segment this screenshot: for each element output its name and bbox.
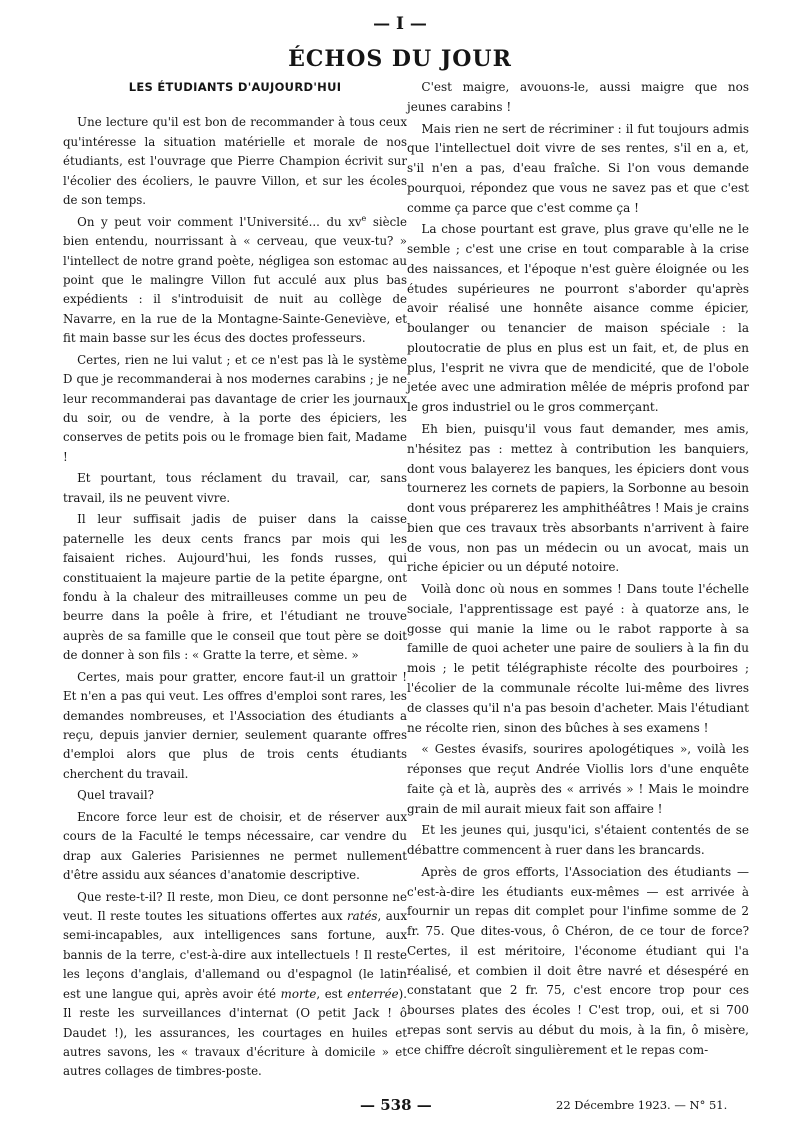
- text-run: ). Il reste les surveillances d'internat (O petit Jack ! ô Daudet !), les assurances, les courtages en huiles et autres savons, les « travaux d'écriture à domicile » et autres collages de timbres-poste.: [63, 986, 407, 1079]
- paragraph: Quel travail?: [77, 788, 154, 803]
- paragraph: [63, 213, 407, 349]
- paragraph: C'est maigre, avouons-le, aussi maigre que nos jeunes carabins !: [407, 80, 749, 114]
- text-run: Que reste-t-il? Il reste, mon Dieu, ce dont personne ne veut. Il reste toutes les situations offertes aux: [63, 889, 407, 923]
- page-title: ÉCHOS DU JOUR: [288, 46, 512, 72]
- italic-text: ratés: [347, 908, 378, 923]
- text-run: , est: [316, 986, 348, 1001]
- paragraph: Voilà donc où nous en sommes ! Dans toute l'échelle sociale, l'apprentissage est payé : à quatorze ans, le gosse qui manie la lime ou le rabot rapporte à sa famille de quoi acheter une paire de souliers à la fin du mois ; le petit télégraphiste récolte des pourboires ; l'écolier de la communale récolte lui-même des livres de classes qu'il n'a pas besoin d'acheter. Mais l'étudiant ne récolte rien, sinon des bûches à ses examens !: [407, 582, 749, 735]
- paragraph: « Gestes évasifs, sourires apologétiques », voilà les réponses que reçut Andrée Viollis lors d'une enquête faite çà et là, auprès des « arrivés » ! Mais le moindre grain de mil aurait mieux fait son affaire !: [407, 742, 749, 816]
- italic-text: enterrée: [347, 986, 399, 1001]
- paragraph: Certes, rien ne lui valut ; et ce n'est pas là le système D que je recommanderai à nos modernes carabins ; je ne leur recommanderai pas davantage de crier les journaux du soir, ou de vendre, à la porte des épiciers, les conserves de petits pois ou le fromage bien fait, Madame !: [63, 352, 407, 464]
- page-number: — 538 —: [360, 1096, 432, 1114]
- text-run: siècle bien entendu, nourrissant à « cerveau, que veux-tu? » l'intellect de notre grand poète, négligea son estomac au point que le malingre Villon fut acculé aux plus bas expédients : il s'introduisit de nuit au collège de Navarre, en la rue de la Montagne-Sainte-Geneviève, et fit main basse sur les écus des doctes professeurs.: [63, 214, 408, 346]
- article-column-right: [407, 78, 749, 1063]
- text-run: On y peut voir comment l'Université... du xv: [77, 214, 362, 229]
- italic-text: morte: [280, 986, 317, 1001]
- text-run: , aux semi-incapables, aux intelligences sans fortune, aux bannis de la terre, c'est-à-dire aux intellectuels ! Il reste les leçons d'anglais, d'allemand ou d'espagnol (le latin est une langue qui, après avoir été: [63, 908, 407, 1001]
- paragraph: Certes, mais pour gratter, encore faut-il un grattoir ! Et n'en a pas qui veut. Les offres d'emploi sont rares, les demandes nombreuses, et l'Association des étudiants a reçu, depuis janvier dernier, seulement quarante offres d'emploi alors que plus de trois cents étudiants cherchent du travail.: [63, 669, 407, 781]
- paragraph: Il leur suffisait jadis de puiser dans la caisse paternelle les deux cents francs par mois qui les faisaient riches. Aujourd'hui, les fonds russes, qui constituaient la majeure partie de la petite épargne, ont fondu à la chaleur des mitrailleuses comme un peu de beurre dans la poêle à frire, et l'étudiant ne trouve auprès de sa famille que le conseil que tout père se doit de donner à son fils : « Gratte la terre, et sème. »: [63, 512, 407, 663]
- paragraph: [63, 888, 407, 1082]
- paragraph: Eh bien, puisqu'il vous faut demander, mes amis, n'hésitez pas : mettez à contribution les banquiers, dont vous balayerez les banques, les épiciers dont vous tournerez les cornets de papiers, la Sorbonne au besoin dont vous préparerez les amphithéâtres ! Mais je crains bien que ces travaux très absorbants n'arrivent à faire de vous, non pas un médecin ou un avocat, mais un riche épicier ou un député notoire.: [407, 422, 749, 575]
- issue-date: 22 Décembre 1923. — N° 51.: [556, 1098, 728, 1112]
- page-footer: [0, 1096, 800, 1120]
- paragraph: Mais rien ne sert de récriminer : il fut toujours admis que l'intellectuel doit vivre de ses rentes, s'il en a, et, s'il n'en a pas, d'eau fraîche. Si l'on vous demande pourquoi, répondez que vous ne savez pas et que c'est comme ça parce que c'est comme ça !: [407, 121, 749, 215]
- paragraph: Une lecture qu'il est bon de recommander à tous ceux qu'intéresse la situation matérielle et morale de nos étudiants, est l'ouvrage que Pierre Champion écrivit sur l'écolier des écoliers, le pauvre Villon, et sur les écoles de son temps.: [63, 115, 407, 208]
- article-column-left: [63, 78, 407, 1084]
- superscript: e: [361, 213, 367, 223]
- article-title: LES ÉTUDIANTS D'AUJOURD'HUI: [128, 80, 342, 94]
- paragraph: La chose pourtant est grave, plus grave qu'elle ne le semble ; c'est une crise en tout comparable à la crise des naissances, et l'époque n'est guère éloignée ou les études supérieures ne pourront s'aborder qu'après avoir réalisé une honnête aisance comme épicier, boulanger ou tenancier de maison spéciale : la ploutocratie de plus en plus est un fait, et, de plus en plus, l'esprit ne vivra que de mendicité, que de l'obole jetée avec une admiration mêlée de mépris profond par le gros industriel ou le gros commerçant.: [407, 222, 749, 415]
- paragraph: Après de gros efforts, l'Association des étudiants — c'est-à-dire les étudiants eux-mêmes — est arrivée à fournir un repas dit complet pour l'infime somme de 2 fr. 75. Que dites-vous, ô Chéron, de ce tour de force? Certes, il est méritoire, l'économe étudiant qui l'a réalisé, et combien il doit être navré et désespéré en constatant que 2 fr. 75, c'est encore trop pour ces bourses plates des écoles ! C'est trop, oui, et si 700 repas sont servis au début du mois, à la fin, ô misère, ce chiffre décroît singulièrement et le repas com-: [407, 864, 749, 1057]
- paragraph: Et les jeunes qui, jusqu'ici, s'étaient contentés de se débattre commencent à ruer dans les brancards.: [407, 823, 749, 858]
- paragraph: Encore force leur est de choisir, et de réserver aux cours de la Faculté le temps nécessaire, car vendre du drap aux Galeries Parisiennes ne permet nullement d'être assidu aux séances d'anatomie descriptive.: [63, 809, 407, 883]
- paragraph: Et pourtant, tous réclament du travail, car, sans travail, ils ne peuvent vivre.: [63, 471, 407, 505]
- page-number-top: — I —: [373, 14, 427, 34]
